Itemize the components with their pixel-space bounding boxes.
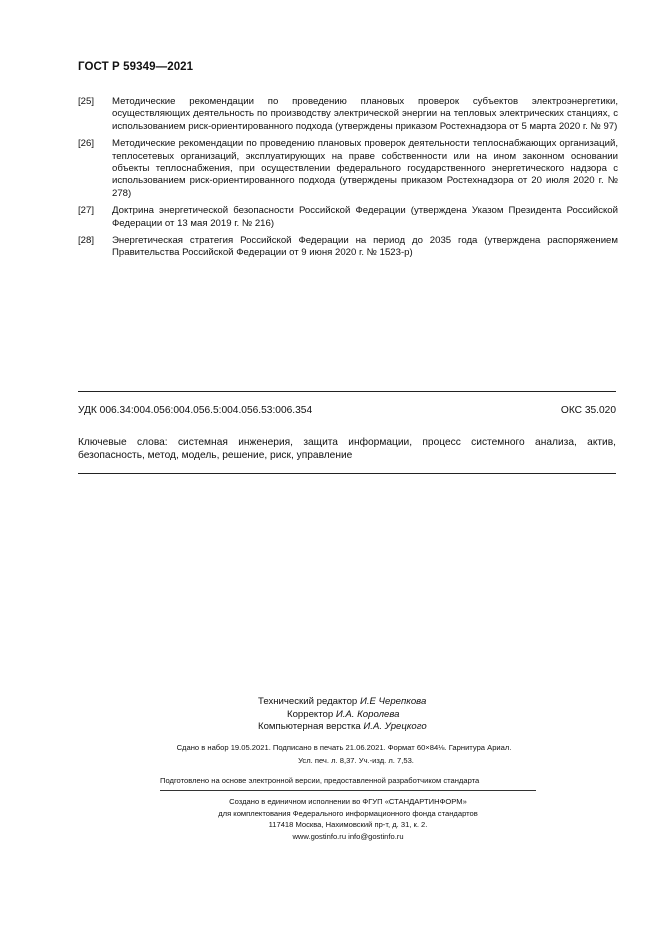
editor-name: И.А. Урецкого <box>363 721 427 733</box>
editors-block <box>258 696 427 734</box>
publisher-line: Создано в единичном исполнении во ФГУП «СТАНДАРТИНФОРМ» <box>229 797 467 806</box>
publisher-line: 117418 Москва, Нахимовский пр-т, д. 31, к. 2. <box>268 820 428 830</box>
publisher-line: www.gostinfo.ru info@gostinfo.ru <box>292 831 404 841</box>
reference-number: [26] <box>78 138 95 150</box>
editor-role: Корректор <box>287 708 334 720</box>
keywords: Ключевые слова: системная инженерия, защита информации, процесс системного анализа, актив, безопасность, метод, модель, решение, риск, управление <box>78 437 616 462</box>
editor-line <box>258 709 427 722</box>
editor-name: И.А. Королева <box>335 708 400 720</box>
printing-line: Усл. печ. л. 8,37. Уч.-изд. л. 7,53. <box>298 755 414 765</box>
bibliography-item <box>78 235 618 260</box>
reference-number: [27] <box>78 205 95 217</box>
reference-number: [28] <box>78 235 95 247</box>
editor-line <box>258 696 427 709</box>
divider-publisher <box>160 790 536 791</box>
printing-details <box>146 742 566 767</box>
page-title: ГОСТ Р 59349—2021 <box>78 61 194 73</box>
udc-code: УДК 006.34:004.056:004.056.5:004.056.53:006.354 <box>78 405 313 416</box>
reference-text: Методические рекомендации по проведению плановых проверок деятельности теплоснабжающих организаций, теплосетевых организаций, эксплуатирующих на праве собственности или на ином законном основании объекты теплоснабжения, при осуществлении федерального государственного энергетического надзора с использованием риск-ориентированного подхода (утверждены приказом Ростехнадзора от 20 июля 2020 г. № 278) <box>112 138 618 199</box>
reference-text: Доктрина энергетической безопасности Российской Федерации (утверждена Указом Президента Российской Федерации от 13 мая 2019 г. № 216) <box>112 205 618 229</box>
oks-code: ОКС 35.020 <box>560 405 616 416</box>
reference-text: Энергетическая стратегия Российской Федерации на период до 2035 года (утверждена распоряжением Правительства Российской Федерации от 9 июня 2020 г. № 1523-р) <box>112 235 618 259</box>
bibliography-item <box>78 138 618 200</box>
prepared-note: Подготовлено на основе электронной версии, предоставленной разработчиком стандарта <box>160 776 480 785</box>
editor-role: Компьютерная верстка <box>258 721 361 733</box>
classification-row <box>78 405 616 416</box>
printing-line: Сдано в набор 19.05.2021. Подписано в печать 21.06.2021. Формат 60×84⅛. Гарнитура Ариал. <box>176 743 512 752</box>
editor-name: И.Е Черепкова <box>359 696 427 707</box>
editor-line <box>258 721 427 734</box>
bibliography-list <box>78 96 618 265</box>
bibliography-item <box>78 96 618 133</box>
reference-text: Методические рекомендации по проведению плановых проверок субъектов электроэнергетики, осуществляющих деятельность по производству электрической энергии на тепловых электрических станциях, с использованием риск-ориентированного подхода (утверждены приказом Ростехнадзора от 5 марта 2020 г. № 97) <box>112 96 618 132</box>
reference-number: [25] <box>78 96 95 107</box>
divider-top <box>78 391 616 392</box>
publisher-line: для комплектования Федерального информационного фонда стандартов <box>218 808 478 818</box>
divider-bottom <box>78 473 616 474</box>
bibliography-item <box>78 205 618 230</box>
editor-role: Технический редактор <box>258 696 358 707</box>
publisher-block <box>160 796 536 842</box>
